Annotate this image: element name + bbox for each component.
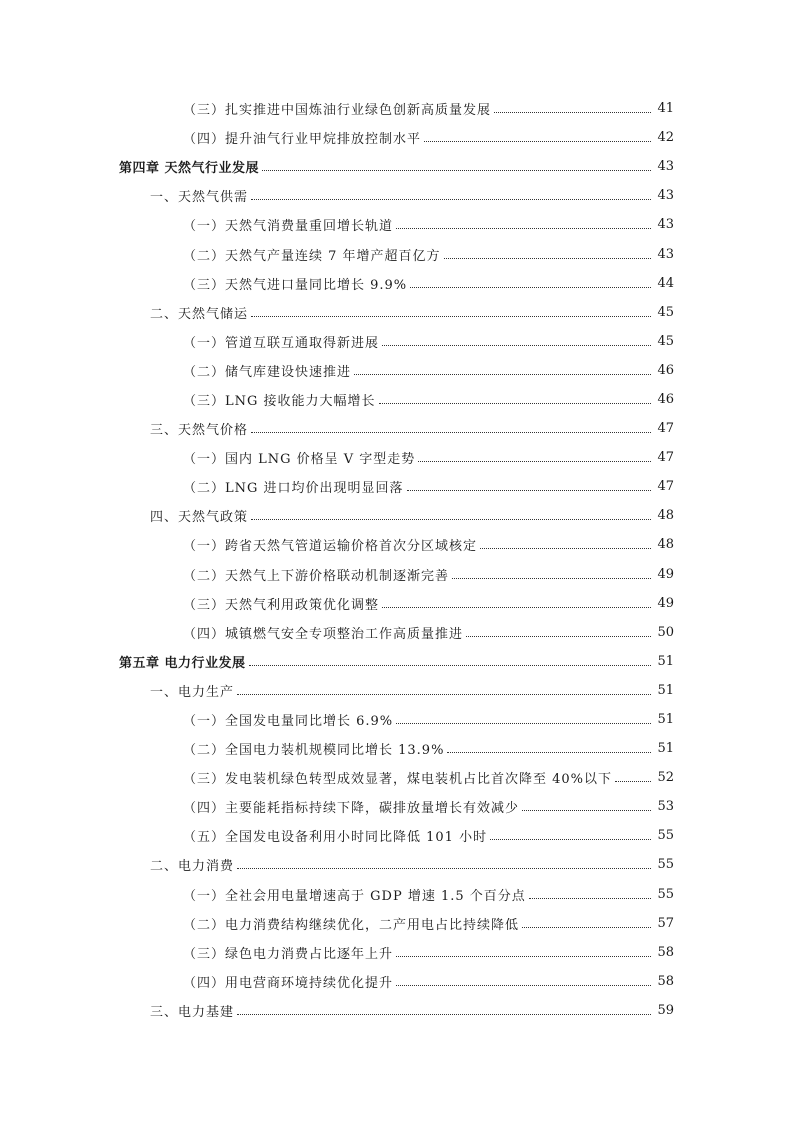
toc-section-title: 二、电力消费	[150, 859, 235, 875]
toc-entry-page: 49	[657, 566, 674, 582]
dot-leader	[410, 287, 651, 288]
toc-entry-page: 46	[657, 362, 674, 378]
toc-chapter-title: 第五章 电力行业发展	[119, 655, 246, 671]
toc-entry-title: （一）国内 LNG 价格呈 V 字型走势	[183, 452, 416, 468]
toc-entry-title: （二）储气库建设快速推进	[183, 364, 352, 380]
toc-entry[interactable]	[0, 472, 794, 501]
toc-entry-page: 59	[657, 1002, 674, 1018]
toc-entry-title: （一）全国发电量同比增长 6.9%	[183, 714, 394, 730]
dot-leader	[529, 898, 651, 899]
toc-entry[interactable]	[0, 327, 794, 356]
dot-leader	[407, 490, 651, 491]
toc-entry-title: （三）发电装机绿色转型成效显著，煤电装机占比首次降至 40%以下	[183, 772, 613, 788]
dot-leader	[522, 810, 651, 811]
dot-leader	[237, 694, 651, 695]
toc-entry[interactable]	[0, 589, 794, 618]
dot-leader	[424, 141, 651, 142]
toc-entry-title: （二）全国电力装机规模同比增长 13.9%	[183, 743, 445, 759]
toc-entry-page: 42	[657, 130, 674, 146]
dot-leader	[396, 228, 651, 229]
dot-leader	[251, 519, 651, 520]
dot-leader	[382, 345, 651, 346]
toc-entry-page: 51	[657, 741, 674, 757]
dot-leader	[396, 956, 651, 957]
toc-entry-title: （二）LNG 进口均价出现明显回落	[183, 481, 404, 497]
toc-entry[interactable]	[0, 385, 794, 414]
toc-entry-title: （四）城镇燃气安全专项整治工作高质量推进	[183, 626, 464, 642]
toc-entry-title: （五）全国发电设备利用小时同比降低 101 小时	[183, 830, 488, 846]
toc-entry-title: （三）绿色电力消费占比逐年上升	[183, 946, 394, 962]
toc-entry-title: （一）全社会用电量增速高于 GDP 增速 1.5 个百分点	[183, 888, 526, 904]
toc-entry-page: 50	[657, 624, 674, 640]
toc-entry-title: （一）跨省天然气管道运输价格首次分区域核定	[183, 539, 478, 555]
dot-leader	[447, 752, 651, 753]
dot-leader	[251, 432, 651, 433]
toc-entry-title: （三）扎实推进中国炼油行业绿色创新高质量发展	[183, 103, 492, 119]
toc-entry-title: （二）天然气上下游价格联动机制逐渐完善	[183, 568, 450, 584]
toc-section-title: 四、天然气政策	[150, 510, 249, 526]
toc-chapter-title: 第四章 天然气行业发展	[119, 161, 260, 177]
toc-section[interactable]	[0, 298, 794, 327]
toc-entry-title: （一）管道互联互通取得新进展	[183, 335, 380, 351]
toc-entry-title: （三）LNG 接收能力大幅增长	[183, 393, 376, 409]
toc-entry[interactable]	[0, 530, 794, 559]
toc-entry-title: （四）用电营商环境持续优化提升	[183, 975, 394, 991]
dot-leader	[615, 781, 651, 782]
toc-section-title: 一、电力生产	[150, 684, 235, 700]
dot-leader	[444, 258, 651, 259]
toc-entry[interactable]	[0, 443, 794, 472]
toc-entry-page: 47	[657, 421, 674, 437]
toc-entry[interactable]	[0, 269, 794, 298]
toc-entry-page: 45	[657, 333, 674, 349]
toc-entry[interactable]	[0, 239, 794, 268]
toc-chapter[interactable]	[0, 647, 794, 676]
toc-entry[interactable]	[0, 734, 794, 763]
toc-entry[interactable]	[0, 210, 794, 239]
dot-leader	[354, 374, 651, 375]
toc-entry[interactable]	[0, 880, 794, 909]
toc-section[interactable]	[0, 850, 794, 879]
toc-entry-page: 55	[657, 886, 674, 902]
toc-entry-page: 51	[657, 653, 674, 669]
dot-leader	[494, 112, 651, 113]
toc-entry-page: 57	[657, 915, 674, 931]
toc-entry[interactable]	[0, 356, 794, 385]
toc-section[interactable]	[0, 501, 794, 530]
toc-entry-title: （四）提升油气行业甲烷排放控制水平	[183, 132, 422, 148]
table-of-contents	[0, 94, 794, 1025]
toc-entry-page: 43	[657, 217, 674, 233]
toc-entry-page: 53	[657, 799, 674, 815]
toc-entry-page: 47	[657, 479, 674, 495]
dot-leader	[382, 607, 651, 608]
dot-leader	[237, 1014, 651, 1015]
toc-section[interactable]	[0, 414, 794, 443]
toc-entry[interactable]	[0, 94, 794, 123]
toc-section-title: 一、天然气供需	[150, 190, 249, 206]
toc-entry-title: （二）天然气产量连续 7 年增产超百亿方	[183, 248, 441, 264]
toc-entry-page: 45	[657, 304, 674, 320]
dot-leader	[251, 316, 651, 317]
toc-entry-page: 49	[657, 595, 674, 611]
toc-entry-title: （三）天然气利用政策优化调整	[183, 597, 380, 613]
toc-entry[interactable]	[0, 560, 794, 589]
toc-section[interactable]	[0, 181, 794, 210]
toc-section-title: 三、电力基建	[150, 1004, 235, 1020]
toc-entry-page: 47	[657, 450, 674, 466]
toc-entry-page: 46	[657, 391, 674, 407]
toc-entry-page: 43	[657, 246, 674, 262]
toc-entry-title: （一）天然气消费量重回增长轨道	[183, 219, 394, 235]
toc-entry-title: （二）电力消费结构继续优化，二产用电占比持续降低	[183, 917, 520, 933]
toc-entry-title: （三）天然气进口量同比增长 9.9%	[183, 277, 408, 293]
toc-entry[interactable]	[0, 618, 794, 647]
dot-leader	[262, 170, 651, 171]
dot-leader	[452, 578, 651, 579]
toc-entry-page: 55	[657, 828, 674, 844]
dot-leader	[396, 985, 651, 986]
toc-entry[interactable]	[0, 705, 794, 734]
dot-leader	[237, 868, 651, 869]
dot-leader	[379, 403, 651, 404]
toc-entry-page: 43	[657, 188, 674, 204]
toc-entry-page: 58	[657, 944, 674, 960]
dot-leader	[249, 665, 651, 666]
toc-entry[interactable]	[0, 792, 794, 821]
dot-leader	[396, 723, 651, 724]
dot-leader	[490, 839, 651, 840]
dot-leader	[251, 199, 651, 200]
toc-section[interactable]	[0, 676, 794, 705]
dot-leader	[466, 636, 651, 637]
toc-section[interactable]	[0, 996, 794, 1025]
toc-entry[interactable]	[0, 967, 794, 996]
toc-entry-page: 55	[657, 857, 674, 873]
toc-entry-page: 58	[657, 973, 674, 989]
dot-leader	[480, 548, 651, 549]
toc-entry-page: 43	[657, 159, 674, 175]
toc-section-title: 三、天然气价格	[150, 423, 249, 439]
toc-entry[interactable]	[0, 123, 794, 152]
toc-entry[interactable]	[0, 821, 794, 850]
toc-entry-page: 51	[657, 712, 674, 728]
toc-entry-page: 41	[657, 101, 674, 117]
toc-section-title: 二、天然气储运	[150, 306, 249, 322]
toc-entry-page: 48	[657, 537, 674, 553]
toc-entry-title: （四）主要能耗指标持续下降，碳排放量增长有效减少	[183, 801, 520, 817]
toc-entry[interactable]	[0, 763, 794, 792]
toc-entry[interactable]	[0, 938, 794, 967]
toc-entry-page: 51	[657, 682, 674, 698]
dot-leader	[418, 461, 651, 462]
toc-entry-page: 52	[657, 770, 674, 786]
dot-leader	[522, 927, 651, 928]
toc-entry-page: 48	[657, 508, 674, 524]
toc-entry-page: 44	[657, 275, 674, 291]
toc-entry[interactable]	[0, 909, 794, 938]
toc-chapter[interactable]	[0, 152, 794, 181]
